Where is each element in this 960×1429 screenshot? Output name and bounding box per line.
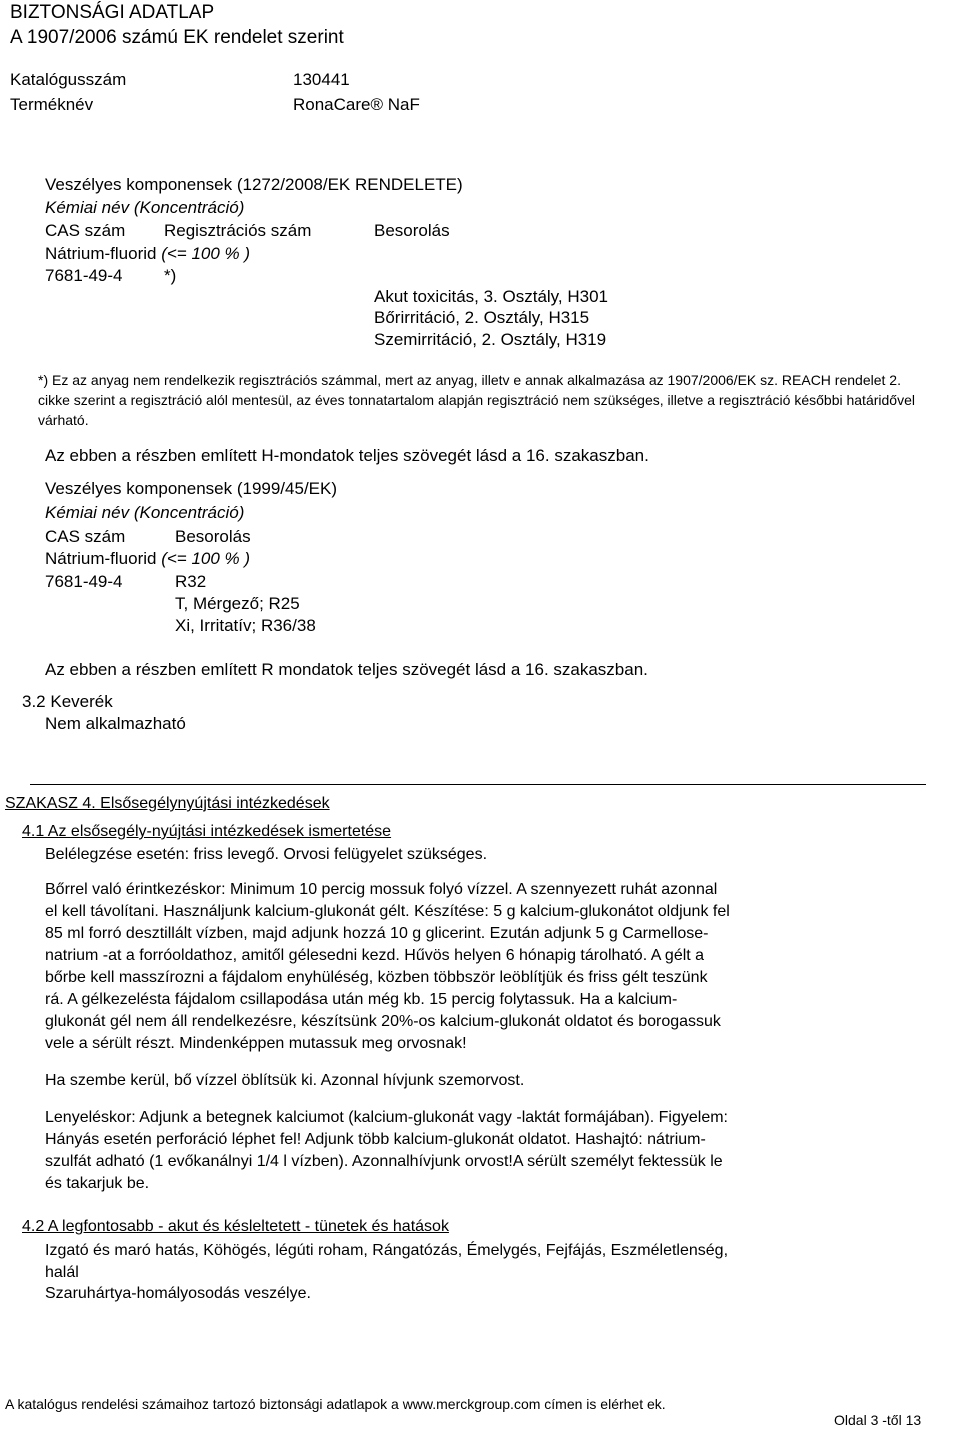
clp-footnote: *) Ez az anyag nem rendelkezik regisztrációs számmal, mert az anyag, illetv e annak alkalmazása az 1907/2006/EK sz. REACH rendelet 2. cikke szerint a regisztráció alól mentesül, az éves tonnatartalom alapján regisztráció nem szükséges, illetve a regisztráció későbbi határidővel várható. <box>38 372 915 428</box>
footer-note: A katalógus rendelési számaihoz tartozó biztonsági adatlapok a www.merckgroup.com címen is elérhet ek. <box>5 1396 666 1412</box>
cornea-text: Szaruhártya-homályosodás veszélye. <box>45 1285 311 1302</box>
clp-title: Veszélyes komponensek (1272/2008/EK RENDELETE) <box>45 175 463 194</box>
catalog-label: Katalógusszám <box>10 70 127 89</box>
section-divider <box>30 784 926 785</box>
page-number: Oldal 3 -től 13 <box>834 1412 922 1428</box>
skin-line-8: vele a sérült részt. Mindenképpen mutassuk meg orvosnak! <box>45 1035 467 1052</box>
section4-title: SZAKASZ 4. Elsősegélynyújtási intézkedések <box>5 795 330 812</box>
clp-col-reg: Regisztrációs szám <box>164 221 312 240</box>
dsd-title: Veszélyes komponensek (1999/45/EK) <box>45 479 338 498</box>
clp-class-3: Szemirritáció, 2. Osztály, H319 <box>374 330 607 349</box>
ingestion-line-1: Lenyeléskor: Adjunk a betegnek kalciumot (kalcium-glukonát vagy -laktát formájában). Figyelem: <box>45 1109 728 1126</box>
section4-2-heading: 4.2 A legfontosabb - akut és késleltetett - tünetek és hatások <box>22 1218 449 1235</box>
skin-line-3: 85 ml forró desztillált vízben, majd adjunk hozzá 10 g glicerint. Ezután adjunk 5 g Carmellose- <box>45 925 709 942</box>
clp-chemname-label: Kémiai név (Koncentráció) <box>45 198 245 217</box>
dsd-class-3: Xi, Irritatív; R36/38 <box>175 616 316 635</box>
clp-cas: 7681-49-4 <box>45 266 123 285</box>
clp-class-2: Bőrirritáció, 2. Osztály, H315 <box>374 308 590 327</box>
clp-concentration: (<= 100 % ) <box>161 244 251 263</box>
mixture-heading: 3.2 Keverék <box>22 692 113 711</box>
dsd-col-class: Besorolás <box>175 527 251 546</box>
ingestion-line-3: szulfát adható (1 evőkanálnyi 1/4 l vízben). Azonnalhívjunk orvost!A sérült személyt fektessük le <box>45 1153 723 1170</box>
eye-contact-text: Ha szembe kerül, bő vízzel öblítsük ki. Azonnal hívjunk szemorvost. <box>45 1072 525 1089</box>
dsd-cas: 7681-49-4 <box>45 572 123 591</box>
dsd-substance-row <box>45 549 250 569</box>
dsd-class-1: R32 <box>175 572 207 591</box>
symptoms-line-2: halál <box>45 1264 79 1281</box>
product-label: Terméknév <box>10 95 94 114</box>
skin-contact-text <box>45 879 730 1055</box>
skin-line-5: bőrbe kell masszírozni a fájdalom enyhüléség, közben többször leöblítjük és friss gélt teszünk <box>45 969 708 986</box>
clp-substance-row <box>45 244 250 264</box>
clp-substance: Nátrium-fluorid <box>45 244 157 263</box>
dsd-chemname-label: Kémiai név (Koncentráció) <box>45 503 245 522</box>
ingestion-line-4: és takarjuk be. <box>45 1175 150 1192</box>
ingestion-text <box>45 1107 728 1195</box>
regulation-subtitle: A 1907/2006 számú EK rendelet szerint <box>10 27 344 48</box>
section4-1-heading: 4.1 Az elsősegély-nyújtási intézkedések ismertetése <box>22 823 392 840</box>
clp-reg: *) <box>164 266 177 285</box>
symptoms-line-1: Izgató és maró hatás, Köhögés, légúti roham, Rángatózás, Émelygés, Fejfájás, Eszméletlenség, <box>45 1242 729 1259</box>
dsd-concentration: (<= 100 % ) <box>161 549 251 568</box>
dsd-substance: Nátrium-fluorid <box>45 549 157 568</box>
clp-col-class: Besorolás <box>374 221 450 240</box>
skin-line-6: rá. A gélkezelésta fájdalom csillapodása után még kb. 15 percig folytassuk. Ha a kalcium- <box>45 991 678 1008</box>
skin-line-7: glukonát gél nem áll rendelkezésre, készítsünk 20%-os kalcium-glukonát oldatot és borogassuk <box>45 1013 721 1030</box>
clp-col-cas: CAS szám <box>45 221 126 240</box>
r-statements-note: Az ebben a részben említett R mondatok teljes szövegét lásd a 16. szakaszban. <box>45 660 648 679</box>
catalog-value: 130441 <box>293 70 350 89</box>
clp-class-1: Akut toxicitás, 3. Osztály, H301 <box>374 287 608 306</box>
dsd-col-cas: CAS szám <box>45 527 126 546</box>
ingestion-line-2: Hányás esetén perforáció léphet fel! Adjunk több kalcium-glukonát oldatot. Hashajtó: nátrium- <box>45 1131 706 1148</box>
h-statements-note: Az ebben a részben említett H-mondatok teljes szövegét lásd a 16. szakaszban. <box>45 446 649 465</box>
product-value: RonaCare® NaF <box>293 95 420 114</box>
inhalation-text: Belélegzése esetén: friss levegő. Orvosi felügyelet szükséges. <box>45 846 488 863</box>
skin-line-1: Bőrrel való érintkezéskor: Minimum 10 percig mossuk folyó vízzel. A szennyezett ruhát azonnal <box>45 881 718 898</box>
skin-line-4: natrium -at a forróoldathoz, amitől gélesedni kezd. Hűvös helyen 6 hónapig tárolható. A gélt a <box>45 947 705 964</box>
document-title: BIZTONSÁGI ADATLAP <box>10 2 215 23</box>
dsd-class-2: T, Mérgező; R25 <box>175 594 300 613</box>
skin-line-2: el kell távolítani. Használjunk kalcium-glukonát gélt. Készítése: 5 g kalcium-glukonátot oldjunk fel <box>45 903 730 920</box>
symptoms-text <box>45 1240 728 1284</box>
mixture-text: Nem alkalmazható <box>45 714 186 733</box>
